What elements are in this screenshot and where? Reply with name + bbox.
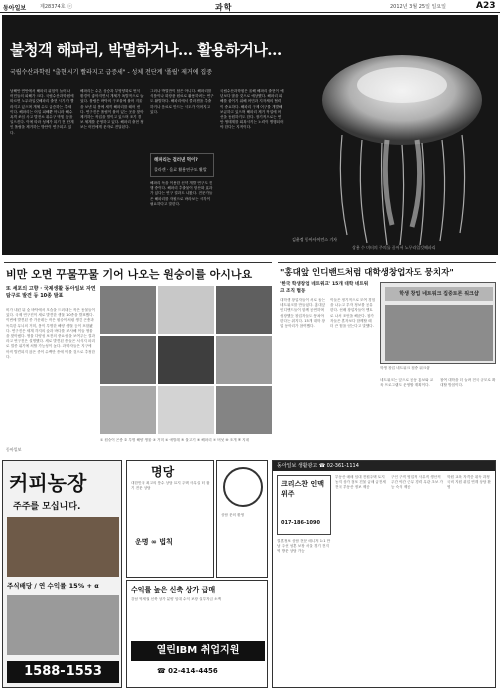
issue-date: 2012년 3월 25일 일요일	[390, 4, 447, 10]
classified-col2: 부동산 매매 임대 전원주택 토지 농지 상가 점포 건물 급매 급전세 전국 부동산 정보 제공	[335, 475, 386, 490]
hero-photo-caption: 상용 수 미터의 주의를 끌어서 노무라입깃해파리	[352, 245, 436, 250]
divider	[278, 262, 496, 263]
right-article-lead: '한국 학생창업 네트워크' 15개 대학 네트워크 조직 협동	[280, 282, 369, 294]
coffee-ad-phone: 1588-1553	[7, 661, 119, 683]
inset-title: 해파리는 걸러낸 먹이?	[154, 158, 198, 163]
species-photo	[100, 386, 156, 434]
species-photo-grid	[100, 286, 272, 436]
jellyfish-photo	[302, 45, 498, 245]
left-article-lead: 또 세포의 고향 · 국제생활 동아일보 자연 탐구로 발견 등 10종 발표	[6, 286, 96, 299]
myeongdang-text: 대한민국 최고의 풍수 상담 묘지 주택 사무실 터 잡기 전문 상담	[131, 481, 210, 491]
group-photo	[385, 305, 493, 361]
species-photo	[158, 386, 214, 434]
hero-text-col5: 국립수산과학원은 올해 해파리 출현이 예년보다 많을 것으로 예상했다. 해파리 피해를 줄이기 위해 어민과 지자체의 협력이 중요하다. 해파리 구제 어구를 개발해 보급하고 있으며 해파리 제거 작업에 어선을 동원하기도 한다. 장기적으로는 연안 생태계를 회복시키는 노력이 병행되어야 한다는 지적이다.	[220, 89, 284, 130]
species-photo	[158, 286, 214, 334]
recruit-sub: 수익률 높은 신축 상가 급매	[131, 586, 216, 594]
hero-text-col4: 해파리 독을 이용한 신약 개발 연구도 진행 중이다. 해파리 추출물이 항산화 효과가 있다는 연구 결과도 나왔다. 전문가들은 해파리를 자원으로 바라보는 시각이 필요하다고 말한다.	[150, 181, 213, 206]
small-ad	[216, 460, 268, 578]
species-photo	[216, 386, 272, 434]
recruit-ad	[126, 580, 268, 688]
right-article-text-col3: 네트워크는 앞으로 공동 홍보와 교육 프로그램도 운영할 계획이다.	[380, 378, 434, 388]
inset-subtitle: 콜라겐 · 음료 활용연구도 활발	[154, 167, 207, 172]
species-captions: ① 원숭이 곤충 ② 투명 해양 생물 ③ 거미 ④ 애벌레 ⑤ 물고기 ⑥ 해파리 ⑦ 버섯 ⑧ 조개 ⑨ 지네	[100, 438, 250, 442]
recruit-title: 열린IBM 취업지원	[131, 641, 265, 661]
hero-text-col3: 그러나 박멸만이 답은 아니다. 해파리를 식품이나 화장품 원료로 활용하려는 연구도 활발하다. 해파리에서 콜라겐을 추출하거나 음료로 만드는 시도가 이어지고 있다.	[150, 89, 214, 114]
coffee-ad-slogan: 주식배당 / 연 수익률 15% + α	[7, 582, 99, 590]
species-photo	[216, 286, 272, 334]
christ-title: 크리스찬 인맥위주	[281, 480, 325, 498]
left-article-text: 비가 내린 뒤 숲 바닥에서 모습을 드러내는 작은 동물들이 있다. 국제 연구진이 새로 발견한 생물 10종을 발표했다. 이번에 발견된 종 가운데는 작은 원숭이처럼 생긴 곤충과 독특한 무늬의 거미, 몸이 투명한 해양 생물 등이 포함됐다. 연구진은 세계 각지의 숲과 바다를 조사해 이들 생물을 찾아냈다. 생물 다양성 보전의 중요성을 보여주는 결과라고 연구진은 설명했다. 새로 발견된 종들은 서식지 파괴로 멸종 위기에 처할 가능성이 높다. 과학자들은 지구에 아직 발견되지 않은 종이 수백만 종에 이를 것으로 추정한다.	[6, 308, 95, 359]
christ-phone: 017-186-1090	[281, 520, 320, 526]
myeongdang-ad	[126, 460, 214, 578]
myeongdang-law: 운명 ∞ 법칙	[135, 538, 173, 546]
hero-article	[2, 15, 498, 255]
hero-inset-box	[150, 153, 214, 177]
hero-text-col2: 해파리는 수온 상승과 부영양화로 번식 환경이 좋아지면서 개체가 폭발적으로 늘었다. 폴립은 바닥의 구조물에 붙어 겨울을 보낸 뒤 봄에 새끼 해파리를 떼어 낸다. 연구진은 폴립이 붙어 있는 곳을 찾아 제거하는 작업을 벌이고 있으며 조기 경보 체계를 운영하고 있다. 해파리 출현 정보는 어민에게 문자로 전달된다.	[80, 89, 144, 130]
hero-headline: 불청객 해파리, 박멸하거나… 활용하거나…	[10, 41, 282, 59]
left-article-title: 비만 오면 꾸물꾸물 기어 나오는 원숭이를 아시나요	[6, 268, 253, 281]
classified-col3: 구인 구직 영업직 사무직 생산직 주간 야간 근무 경력 무관 초보 가능 숙식 제공	[391, 475, 443, 490]
recruit-phone: ☎ 02-414-4456	[157, 667, 218, 675]
hero-subheadline: 국립수산과학원 "출현시기 빨라지고 급증세" - 성체 전단계 '폴립' 제거에 집중	[10, 69, 213, 76]
workshop-photo	[380, 282, 496, 364]
classified-header: 동아일보 생활광고 ☎ 02-361-1114	[273, 461, 496, 471]
hero-text-col1: 남해안 연안에서 해파리 위험이 늘어나 어민들의 피해가 크다. 국립수산과학원에 따르면 노무라입깃해파리 출현 시기가 빨라지고 있으며 개체 수도 급증하는 추세이다. 해파리는 어업 피해뿐 아니라 해수욕객 쏘임 사고 발전소 취수구 막힘 등을 일으킨다. 이에 따라 성체가 되기 전 단계인 폴립을 제거하는 방안이 연구되고 있다.	[10, 89, 74, 135]
right-article-title: "홍대앞 인디밴드처럼 대학생창업자도 뭉치자"	[280, 268, 454, 278]
workshop-banner: 학생 창업 네트워크 집중토론 워크샵	[385, 287, 493, 301]
hero-byline: 김윤정 동아사이언스 기자	[292, 237, 338, 242]
coffee-ad	[2, 460, 122, 688]
species-photo	[100, 286, 156, 334]
page-header	[0, 0, 500, 13]
right-article-text-col2: 이들은 정기적으로 모여 경험을 나누고 투자 정보를 공유한다. 선배 창업자들이 멘토로 나서 조언을 해준다. 참가자들은 혼자보다 함께할 때 더 큰 힘을 얻는다고 말했다.	[330, 298, 376, 329]
species-photo	[158, 336, 214, 384]
coffee-ad-title: 커피농장	[9, 471, 87, 495]
section-title: 과학	[215, 3, 233, 12]
coffee-farm-photo	[7, 595, 119, 655]
coffee-beans-photo	[7, 517, 119, 577]
christ-ad	[277, 475, 331, 535]
classified-col1: 결혼정보 상담 전문 매니저 1:1 만남 주선 성혼 보장 서울 경기 전지역 방문 상담 가능	[277, 539, 331, 554]
page-number: A23	[476, 1, 496, 11]
species-photo	[100, 336, 156, 384]
divider	[4, 262, 272, 263]
right-article-text-col1: 대학생 창업자들이 서로 돕는 네트워크를 만들었다. 홍대앞 인디밴드들이 함께 공연하며 성장했듯 창업자들도 뭉쳐야 한다는 취지다. 15개 대학 창업 동아리가 참여했다.	[280, 298, 326, 329]
logo-circle-icon	[223, 467, 263, 507]
small-ad-text: 상담 문의 환영	[221, 513, 245, 517]
coffee-ad-sub: 주주를 모십니다.	[13, 502, 81, 512]
workshop-caption: 학생 창업 네트워크 집중 워크샵	[380, 366, 430, 370]
left-article-byline: 동아일보	[6, 447, 22, 452]
species-photo	[216, 336, 272, 384]
issue-number: 제28374호 ⓒ	[40, 4, 73, 10]
recruit-text: 강남 역세권 신축 상가 분양 임대 수익 보장 실투자금 소액	[131, 597, 222, 601]
classified-ads	[272, 460, 496, 688]
right-article-text-col4: 참여 대학을 더 늘려 전국 규모로 확대할 방침이다.	[440, 378, 496, 388]
classified-col4: 학원 교육 자격증 취득 과정 국비 지원 취업 연계 상담 환영	[447, 475, 491, 490]
myeongdang-title: 명당	[151, 465, 175, 479]
paper-name: 동아일보	[3, 5, 27, 12]
